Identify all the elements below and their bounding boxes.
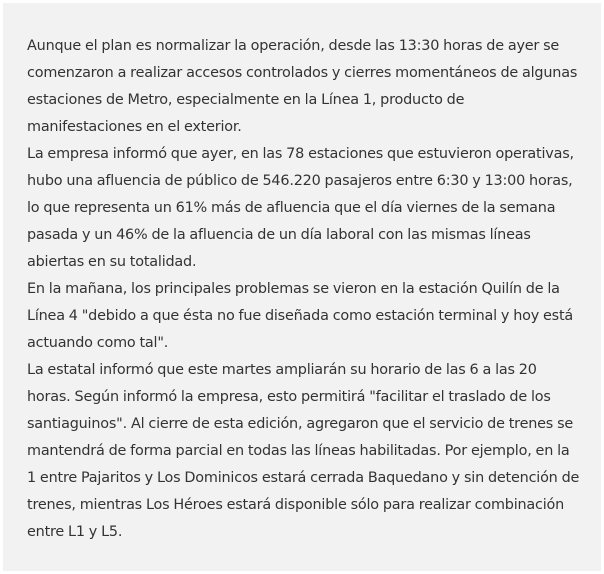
paragraph-schedule-extension: La estatal informó que este martes ampliarán su horario de las 6 a las 20 horas. Según informó la empresa, esto permitirá "facilitar el traslado de los santiaguinos". Al cierre de esta edición, agregaron que el servicio de trenes se mantendrá de forma parcial en todas las líneas habilitadas. Por ejemplo, en la 1 entre Pajaritos y Los Dominicos estará cerrada Baquedano y sin detención de trenes, mientras Los Héroes estará disponible sólo para realizar combinación entre L1 y L5.: [27, 362, 580, 540]
paragraph-quilin-station: En la mañana, los principales problemas se vieron en la estación Quilín de la Línea 4 "debido a que ésta no fue diseñada como estación terminal y hoy está actuando como tal".: [27, 281, 574, 351]
paragraph-passenger-flow: La empresa informó que ayer, en las 78 estaciones que estuvieron operativas, hubo una afluencia de público de 546.220 pasajeros entre 6:30 y 13:00 horas, lo que representa un 61% más de afluencia que el día viernes de la semana pasada y un 46% de la afluencia de un día laboral con las mismas líneas abiertas en su totalidad.: [27, 146, 574, 270]
paragraph-metro-operation: Aunque el plan es normalizar la operación, desde las 13:30 horas de ayer se comenzaron a realizar accesos controlados y cierres momentáneos de algunas estaciones de Metro, especialmente en la Línea 1, producto de manifestaciones en el exterior.: [27, 38, 578, 135]
article-body: [3, 3, 601, 571]
